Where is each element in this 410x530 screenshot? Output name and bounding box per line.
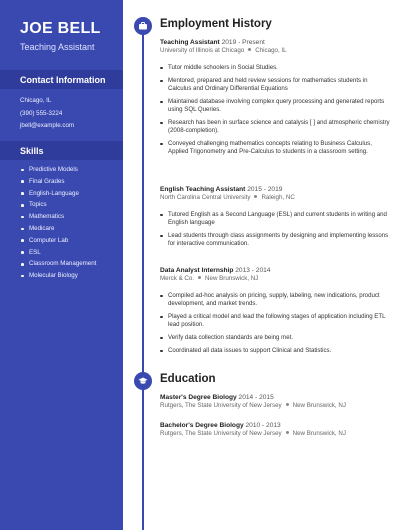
contact-location: Chicago, IL (20, 97, 52, 104)
education-entry (160, 393, 392, 410)
job-location: Chicago, IL (255, 47, 287, 54)
job-bullet: Research has been in surface science and catalysis [ ] and atmospheric chemistry (2008-completion). (160, 119, 392, 135)
job-location: New Brunswick, NJ (205, 275, 259, 282)
degree-title: Bachelor's Degree Biology (160, 422, 244, 429)
job-entry (160, 266, 392, 355)
education-header (160, 393, 392, 402)
skill-item: Medicare (20, 223, 96, 235)
degree-title: Master's Degree Biology (160, 394, 237, 401)
job-dates: 2015 - 2019 (247, 186, 283, 193)
job-org-line (160, 47, 392, 55)
separator-dot (198, 276, 201, 279)
education-entry (160, 421, 392, 438)
job-title: Data Analyst Internship (160, 267, 234, 274)
job-bullet: Tutored English as a Second Language (ESL) and current students in writing and English language (160, 211, 392, 227)
job-bullet: Compiled ad-hoc analysis on pricing, supply, labeling, new indications, product development, and market trends. (160, 292, 392, 308)
briefcase-icon (134, 17, 152, 35)
job-title: Teaching Assistant (160, 39, 220, 46)
job-dates: 2019 - Present (221, 39, 265, 46)
job-bullets (160, 292, 392, 355)
education-org-line (160, 402, 392, 410)
separator-dot (248, 48, 251, 51)
job-bullet: Coordinated all data issues to support Clinical and Statistics. (160, 347, 392, 355)
job-bullet: Mentored, prepared and held review sessions for mathematics students in Calculus and Ordinary Differential Equations (160, 77, 392, 93)
skill-item: English-Language (20, 188, 96, 200)
contact-heading: Contact Information (20, 75, 106, 85)
skill-item: Computer Lab (20, 235, 96, 247)
skills-heading-band (0, 141, 123, 160)
skills-heading: Skills (20, 146, 44, 156)
job-org: North Carolina Central University (160, 194, 251, 201)
education-location: New Brunswick, NJ (292, 402, 346, 409)
separator-dot (254, 195, 257, 198)
skill-item: Classroom Management (20, 258, 96, 270)
skill-item: Final Grades (20, 176, 96, 188)
job-bullets (160, 211, 392, 248)
education-org: Rutgers, The State University of New Jersey (160, 402, 282, 409)
contact-info (20, 95, 74, 133)
contact-email[interactable]: jbell@example.com (20, 122, 75, 129)
sidebar (0, 0, 123, 530)
skill-item: Molecular Biology (20, 270, 96, 282)
education-location: New Brunswick, NJ (292, 430, 346, 437)
job-header (160, 266, 392, 275)
job-bullets (160, 64, 392, 156)
job-bullet: Lead students through class assignments by designing and implementing lessons for interactive communication. (160, 232, 392, 248)
education-org: Rutgers, The State University of New Jersey (160, 430, 282, 437)
job-entry (160, 38, 392, 156)
job-bullet: Tutor middle schoolers in Social Studies. (160, 64, 392, 72)
job-header (160, 38, 392, 47)
job-bullet: Maintained database involving complex query processing and generated reports using SQL Queries. (160, 98, 392, 114)
job-bullet: Verify data collection standards are being met. (160, 334, 392, 342)
job-entry (160, 185, 392, 248)
job-org: Merck & Co. (160, 275, 195, 282)
skills-list (20, 164, 96, 282)
job-org-line (160, 194, 392, 202)
job-location: Raleigh, NC (261, 194, 295, 201)
skill-item: Topics (20, 199, 96, 211)
job-org-line (160, 275, 392, 283)
employment-heading: Employment History (160, 18, 272, 30)
job-org: University of Illinois at Chicago (160, 47, 245, 54)
graduation-cap-icon (134, 372, 152, 390)
skill-item: Predictive Models (20, 164, 96, 176)
candidate-name: JOE BELL (20, 20, 101, 37)
education-org-line (160, 430, 392, 438)
job-title: English Teaching Assistant (160, 186, 246, 193)
separator-dot (286, 431, 289, 434)
education-heading: Education (160, 373, 216, 385)
separator-dot (286, 403, 289, 406)
skill-item: Mathematics (20, 211, 96, 223)
contact-heading-band (0, 70, 123, 89)
job-header (160, 185, 392, 194)
skill-item: ESL (20, 247, 96, 259)
education-header (160, 421, 392, 430)
job-dates: 2013 - 2014 (235, 267, 271, 274)
timeline-line (142, 32, 144, 530)
candidate-title: Teaching Assistant (20, 42, 95, 52)
job-bullet: Conveyed challenging mathematics concepts relating to Business Calculus, Applied Trigonometry and Pre-Calculus to students in a classroom setting. (160, 140, 392, 156)
contact-phone: (390) 555-3224 (20, 109, 63, 117)
job-bullet: Played a critical model and lead the following stages of application including ETL lead position. (160, 313, 392, 329)
degree-dates: 2010 - 2013 (245, 422, 281, 429)
degree-dates: 2014 - 2015 (238, 394, 274, 401)
